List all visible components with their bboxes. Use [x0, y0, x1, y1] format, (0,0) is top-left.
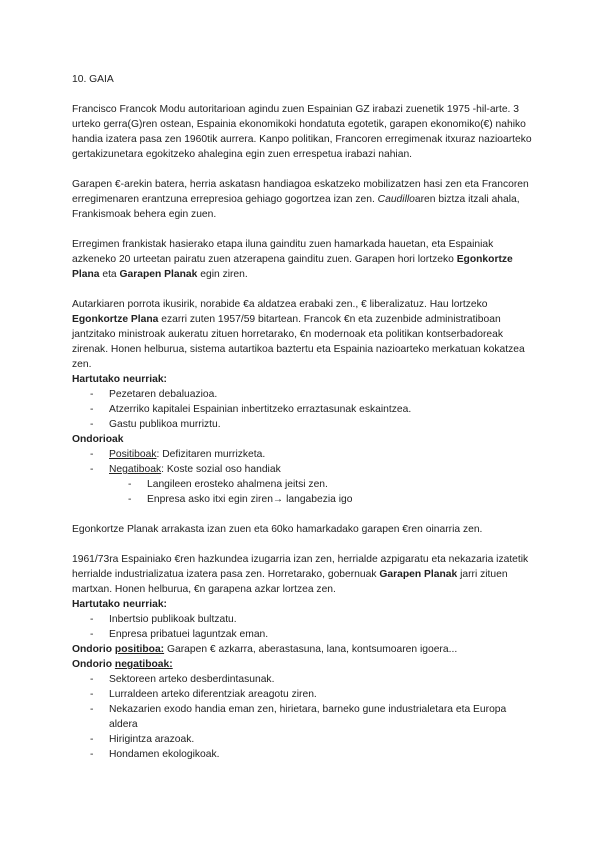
- growth-paragraph: 1961/73ra Espainiako €ren hazkundea izugarria izan zen, herrialde azpigaratu eta nekazaria izatetik herrialde industrializatua izatera pasa zen. Horretarako, gobernuak Garapen Planak jarri zituen martxan. Honen helburua, €n garapena azkar lortzea zen.: [72, 554, 529, 595]
- egonkortze-plana-term: Egonkortze Plana: [72, 254, 513, 280]
- list-item: - Hondamen ekologikoak.: [72, 747, 532, 762]
- list-item: - Enpresa asko itxi egin ziren→ langabezia igo: [72, 492, 532, 507]
- caudillo-term: Caudillo: [377, 194, 415, 205]
- list-item: - Sektoreen arteko desberdintasunak.: [72, 672, 532, 687]
- list-item: - Inbertsio publikoak bultzatu.: [72, 612, 532, 627]
- garapen-planak-term: Garapen Planak: [119, 269, 198, 280]
- negative-consequence-heading: Ondorio negatiboak:: [72, 659, 173, 670]
- measures-heading-2: Hartutako neurriak:: [72, 599, 167, 610]
- list-item: - Nekazarien exodo handia eman zen, hirietara, barneko gune industrialetara eta Europa aldera: [72, 702, 532, 732]
- measures-list-2: [72, 612, 532, 642]
- consequences-heading: Ondorioak: [72, 434, 124, 445]
- autarky-paragraph: Autarkiaren porrota ikusirik, norabide €a aldatzea erabaki zen., € liberalizatuz. Hau lortzeko Egonkortze Plana ezarri zuten 1957/59 bitartean. Francok €n eta zuzenbide administratiboan jantzitako ministroak aukeratu zituen horretarako, €n modernoak eta politikan kontserbadoreak zirenak. Honen helburua, sistema autartikoa baztertu eta Espainia nazioarteko merkatuan kokatzea zen.: [72, 299, 525, 370]
- measures-list: [72, 387, 532, 432]
- intro-paragraph: Francisco Francok Modu autoritarioan agindu zuen Espainian GZ irabazi zuenetik 1975 -hil-arte. 3 urteko gerra(G)ren ostean, Espainia ekonomikoki hondatuta egotetik, garapen ekonomiko(€) nahiko handia izatera pasa zen 1960tik aurrera. Kanpo politikan, Francoren erregimenak itxuraz nazioarteko gertakizunetara egokitzeko ahalegina egin zuen errespetua irabazi nahian.: [72, 104, 532, 160]
- egonkortze-plana-term: Egonkortze Plana: [72, 314, 159, 325]
- mobilization-paragraph: Garapen €-arekin batera, herria askatasn handiagoa eskatzeko mobilizatzen hasi zen eta Francoren erregimenaren erantzuna errepresioa gehiago gogortzea izan zen. Caudilloaren biztza itzali ahala, Frankismoak behera egin zuen.: [72, 179, 529, 220]
- list-item: - Lurraldeen arteko diferentziak areagotu ziren.: [72, 687, 532, 702]
- success-paragraph: Egonkortze Planak arrakasta izan zuen eta 60ko hamarkadako garapen €ren oinarria zen.: [72, 524, 483, 535]
- document-body: [72, 72, 532, 762]
- list-item: - Gastu publikoa murriztu.: [72, 417, 532, 432]
- list-item: - Langileen erosteko ahalmena jeitsi zen.: [72, 477, 532, 492]
- page-title: 10. GAIA: [72, 74, 114, 85]
- negative-consequences-list: [72, 672, 532, 762]
- list-item: - Hirigintza arazoak.: [72, 732, 532, 747]
- list-item: - Negatiboak: Koste sozial oso handiak: [72, 462, 532, 477]
- negative-sublist: [72, 477, 532, 507]
- measures-heading: Hartutako neurriak:: [72, 374, 167, 385]
- positive-consequence: Ondorio positiboa: Garapen € azkarra, aberastasuna, lana, kontsumoaren igoera...: [72, 644, 458, 655]
- plans-paragraph: Erregimen frankistak hasierako etapa iluna gainditu zuen hamarkada hauetan, eta Espainiak azkeneko 20 urteetan pairatu zuen atzerapena gainditu zuen. Garapen hori lortzeko Egonkortze Plana eta Garapen Planak egin ziren.: [72, 239, 513, 280]
- garapen-planak-term: Garapen Planak: [379, 569, 458, 580]
- list-item: - Pezetaren debaluazioa.: [72, 387, 532, 402]
- list-item: - Atzerriko kapitalei Espainian inbertitzeko erraztasunak eskaintzea.: [72, 402, 532, 417]
- list-item: - Positiboak: Defizitaren murrizketa.: [72, 447, 532, 462]
- list-item: - Enpresa pribatuei laguntzak eman.: [72, 627, 532, 642]
- consequences-list: [72, 447, 532, 477]
